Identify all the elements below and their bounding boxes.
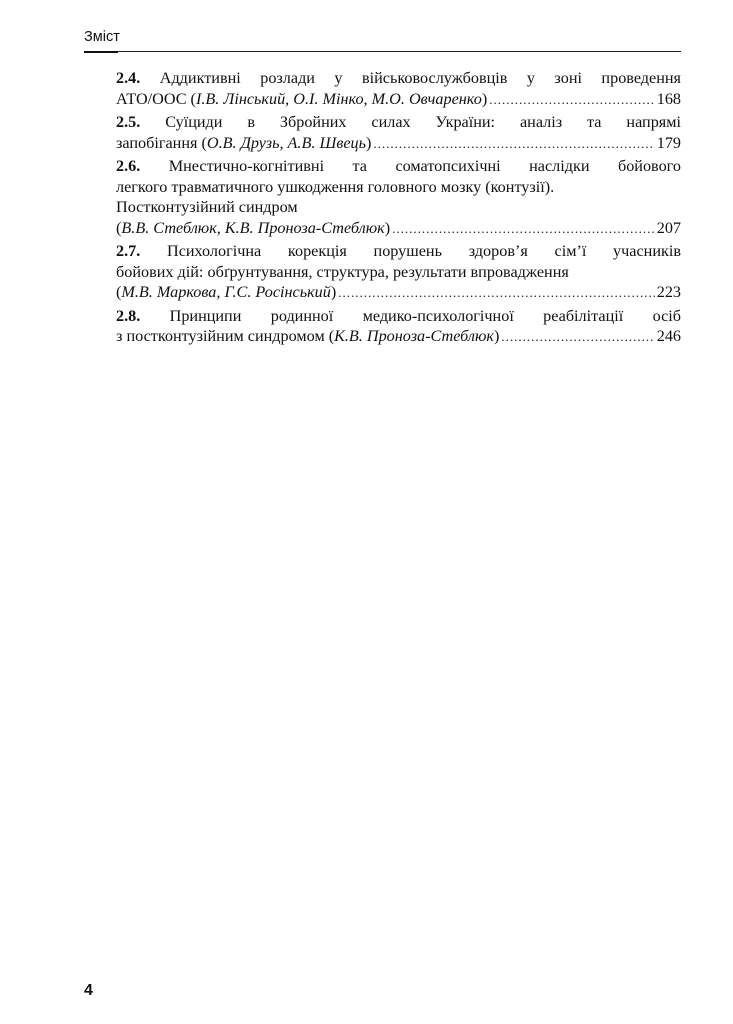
toc-entry-page[interactable]: 207 (656, 218, 681, 237)
toc-entry-line (116, 68, 681, 89)
toc-entry-paren: ) (481, 89, 488, 108)
toc-entry-last-line (116, 133, 681, 155)
toc-entry-title: Постконтузійний синдром (116, 198, 298, 216)
toc-entry-paren: ) (384, 218, 391, 237)
toc-entry-2-4[interactable] (116, 68, 681, 110)
toc-entry-last-line (116, 89, 681, 111)
toc-entry-title: Аддиктивні розлади у військовослужбовців у зоні проведення (159, 69, 681, 87)
toc-entry-title-tail: ( (116, 283, 122, 301)
toc-entry-2-5[interactable] (116, 112, 681, 154)
toc-entry-authors: І.В. Лінський, О.І. Мінко, М.О. Овчаренко (195, 89, 482, 108)
toc-entry-title: Психологічна корекція порушень здоров’я сім’ї учасників (167, 242, 681, 260)
toc-entry-title-tail: АТО/ООС ( (116, 89, 196, 108)
toc-entry-title-tail: ( (116, 218, 122, 237)
toc-entry-authors: К.В. Проноза-Стеблюк (334, 327, 494, 345)
toc-entry-authors: М.В. Маркова, Г.С. Росінський (121, 283, 331, 301)
toc-entry-last-line (116, 326, 681, 348)
toc-entry-line (116, 306, 681, 327)
toc-entry-number: 2.7. (116, 242, 141, 260)
toc-entry-title: Суїциди в Збройних силах України: аналіз та напрямі (165, 113, 681, 131)
toc-entry-line (116, 112, 681, 133)
toc-entry-title-tail: запобігання ( (116, 133, 207, 152)
toc-entry-line (116, 262, 681, 283)
toc-entry-last-line (116, 218, 681, 240)
header-title: Зміст (84, 29, 120, 45)
toc-entry-2-7[interactable] (116, 241, 681, 304)
toc-entry-title: Мнестично-когнітивні та соматопсихічні наслідки бойового (168, 157, 681, 175)
toc-entry-authors: О.В. Друзь, А.В. Швець (206, 133, 367, 152)
toc-entry-page[interactable]: 179 (656, 133, 681, 152)
toc-entry-number: 2.4. (116, 69, 141, 87)
page-number: 4 (84, 982, 93, 999)
toc-entry-title: легкого травматичного ушкодження головного мозку (контузії). (116, 177, 555, 196)
toc-entry-authors: В.В. Стеблюк, К.В. Проноза-Стеблюк (121, 218, 385, 237)
toc-entry-line (116, 241, 681, 262)
toc-entry-paren: ) (366, 133, 372, 152)
running-header (84, 27, 681, 52)
toc-entry-title: бойових дій: обґрунтування, структура, результати впровадження (116, 262, 569, 281)
toc-entry-page[interactable]: 246 (656, 327, 681, 345)
dot-leader (392, 219, 655, 240)
dot-leader (501, 327, 654, 348)
toc-entry-number: 2.8. (116, 306, 141, 325)
toc-entry-line (116, 156, 681, 177)
toc-entry-title: Принципи родинної медико-психологічної реабілітації осіб (169, 306, 681, 325)
toc-entry-line (116, 197, 681, 218)
toc-entry-page[interactable]: 168 (656, 89, 681, 108)
dot-leader (373, 134, 654, 155)
dot-leader (338, 283, 654, 304)
table-of-contents (116, 68, 681, 350)
header-title-underline (84, 51, 118, 53)
toc-entry-last-line (116, 282, 681, 304)
toc-entry-number: 2.6. (116, 157, 141, 175)
toc-entry-2-6[interactable] (116, 156, 681, 239)
toc-entry-2-8[interactable] (116, 306, 681, 348)
dot-leader (489, 90, 654, 111)
toc-entry-title-tail: з постконтузійним синдромом ( (116, 327, 335, 345)
toc-entry-number: 2.5. (116, 113, 141, 131)
toc-entry-page[interactable]: 223 (656, 283, 681, 301)
toc-entry-paren: ) (493, 327, 500, 345)
toc-entry-paren: ) (330, 283, 337, 301)
toc-entry-line (116, 177, 681, 198)
